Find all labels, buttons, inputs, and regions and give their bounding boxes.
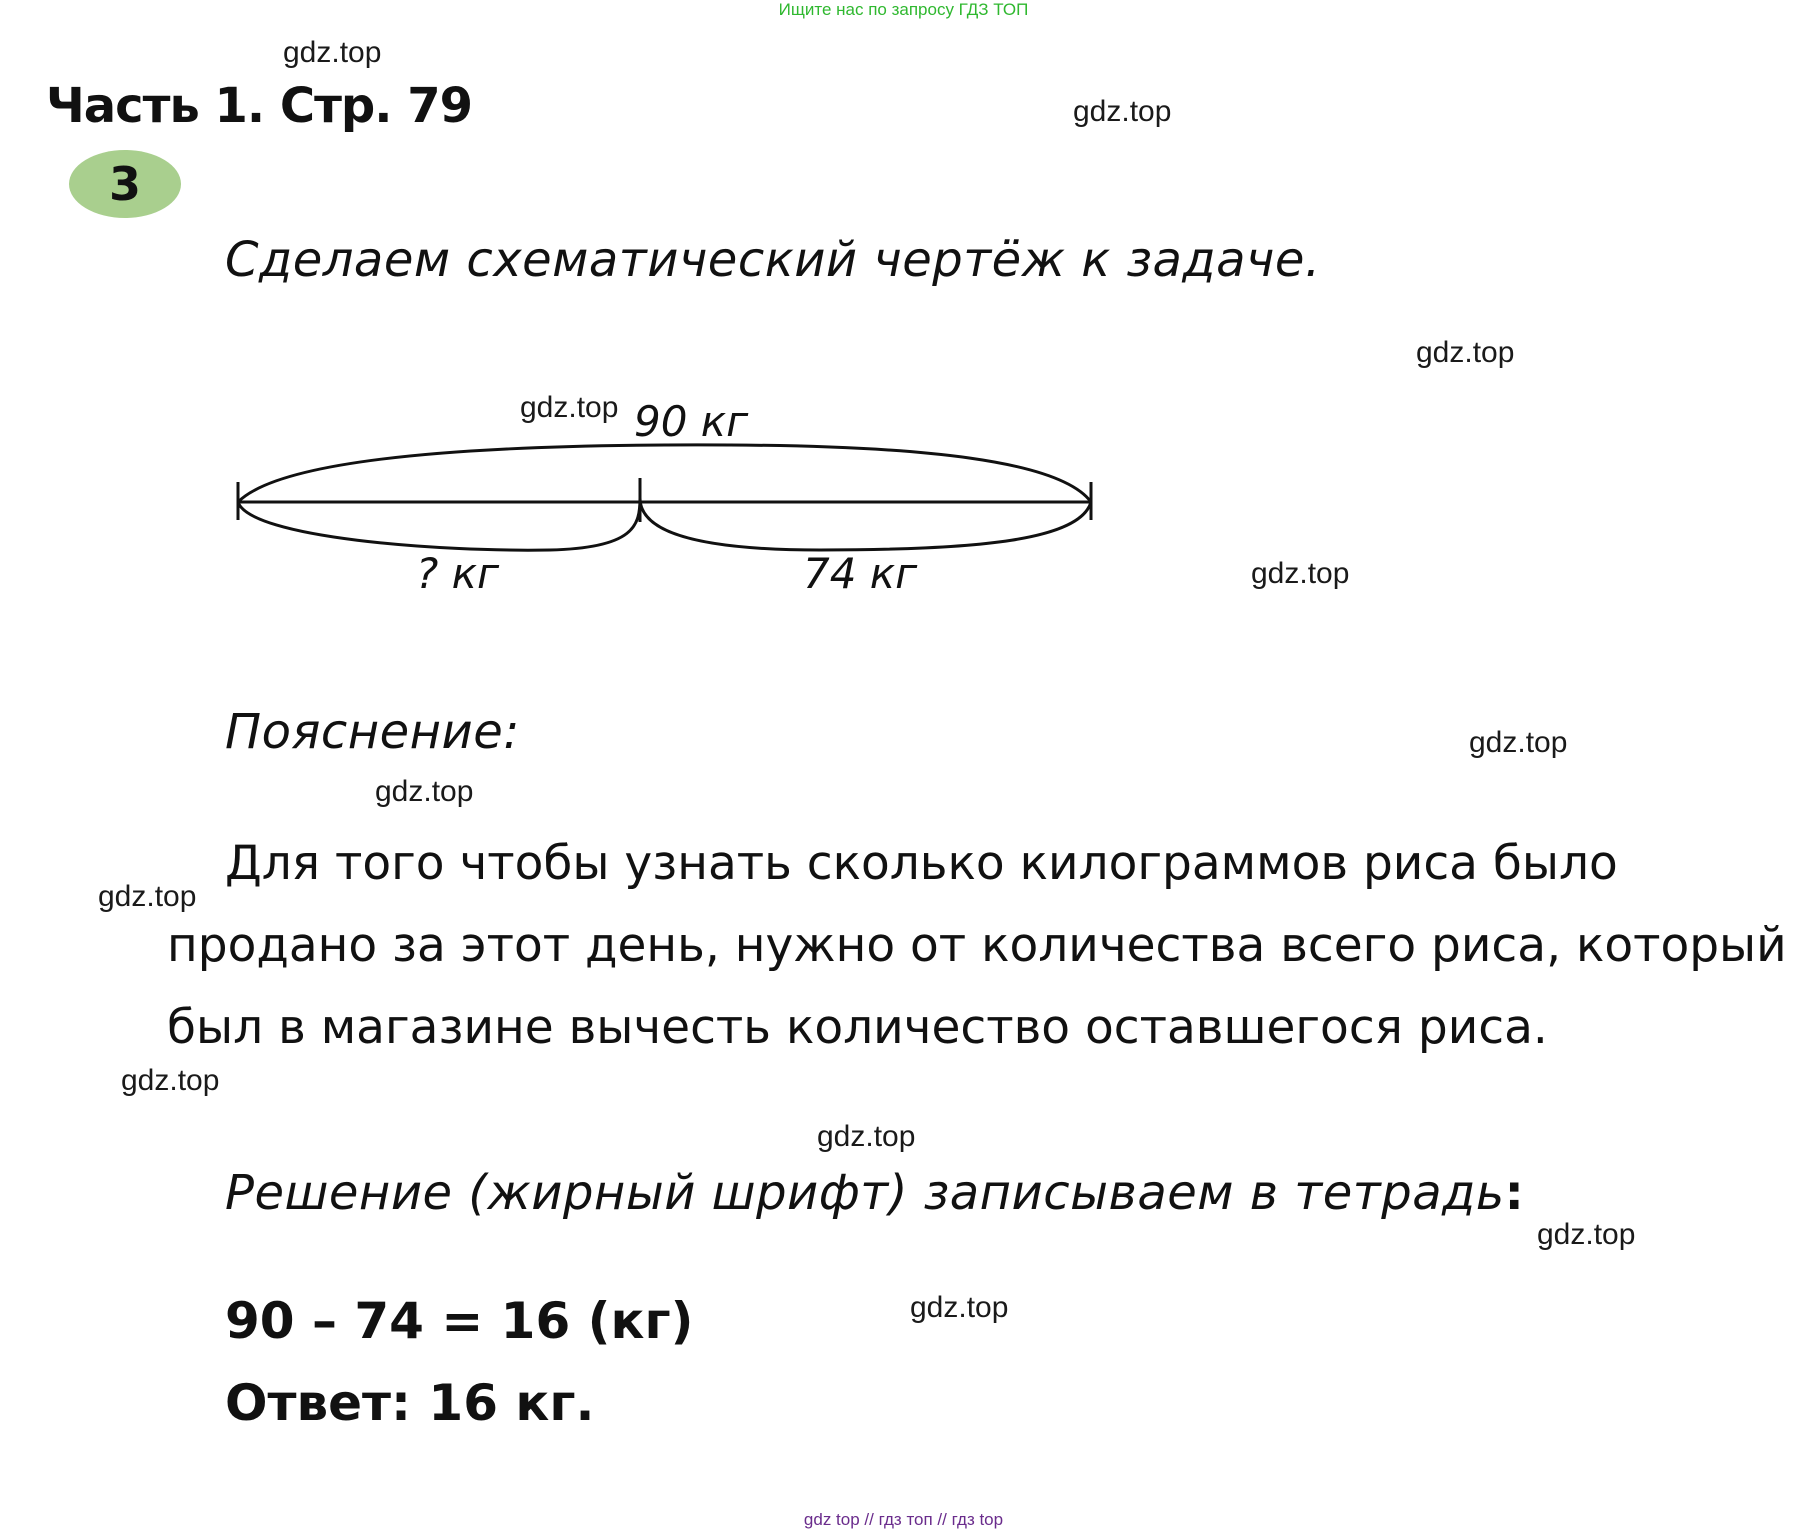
task-number: 3	[108, 157, 141, 211]
unknown-part-label: ? кг	[416, 549, 500, 598]
solution-equation: 90 – 74 = 16 (кг)	[225, 1292, 694, 1350]
watermark: gdz.top	[283, 36, 382, 69]
watermark: gdz.top	[1073, 95, 1172, 128]
total-brace-arc	[238, 445, 1091, 502]
solution-heading-colon: :	[1504, 1165, 1525, 1221]
intro-text: Сделаем схематический чертёж к задаче.	[225, 232, 1321, 288]
solution-answer: Ответ: 16 кг.	[225, 1374, 595, 1432]
watermark: gdz.top	[817, 1120, 916, 1153]
right-brace-arc	[640, 498, 1091, 550]
left-brace-arc	[238, 498, 640, 550]
watermark: gdz.top	[121, 1064, 220, 1097]
watermark: gdz.top	[910, 1291, 1009, 1324]
page-title: Часть 1. Стр. 79	[46, 78, 473, 134]
watermark: gdz.top	[1537, 1218, 1636, 1251]
solution-heading	[225, 1165, 1524, 1221]
watermark: gdz.top	[375, 775, 474, 808]
watermark: gdz.top	[1416, 336, 1515, 369]
watermark: gdz.top	[1251, 557, 1350, 590]
watermark: gdz.top	[520, 391, 619, 424]
watermark: gdz.top	[1469, 726, 1568, 759]
footer: gdz top // гдз топ // гдз top	[803, 1510, 1004, 1529]
watermark: gdz.top	[98, 880, 197, 913]
explanation-line: Для того чтобы узнать сколько килограммов риса было	[225, 836, 1618, 891]
solution-heading-text: Решение (жирный шрифт) записываем в тетрадь	[225, 1165, 1505, 1221]
explanation-line: был в магазине вычесть количество оставшегося риса.	[167, 1000, 1548, 1055]
total-label: 90 кг	[634, 397, 749, 446]
schematic-diagram	[220, 390, 1120, 610]
top-banner: Ищите нас по запросу ГДЗ ТОП	[778, 0, 1029, 19]
explanation-line: продано за этот день, нужно от количества всего риса, который	[167, 918, 1787, 973]
explanation-heading: Пояснение:	[225, 704, 520, 760]
task-number-badge	[69, 150, 181, 218]
known-part-label: 74 кг	[803, 549, 918, 598]
